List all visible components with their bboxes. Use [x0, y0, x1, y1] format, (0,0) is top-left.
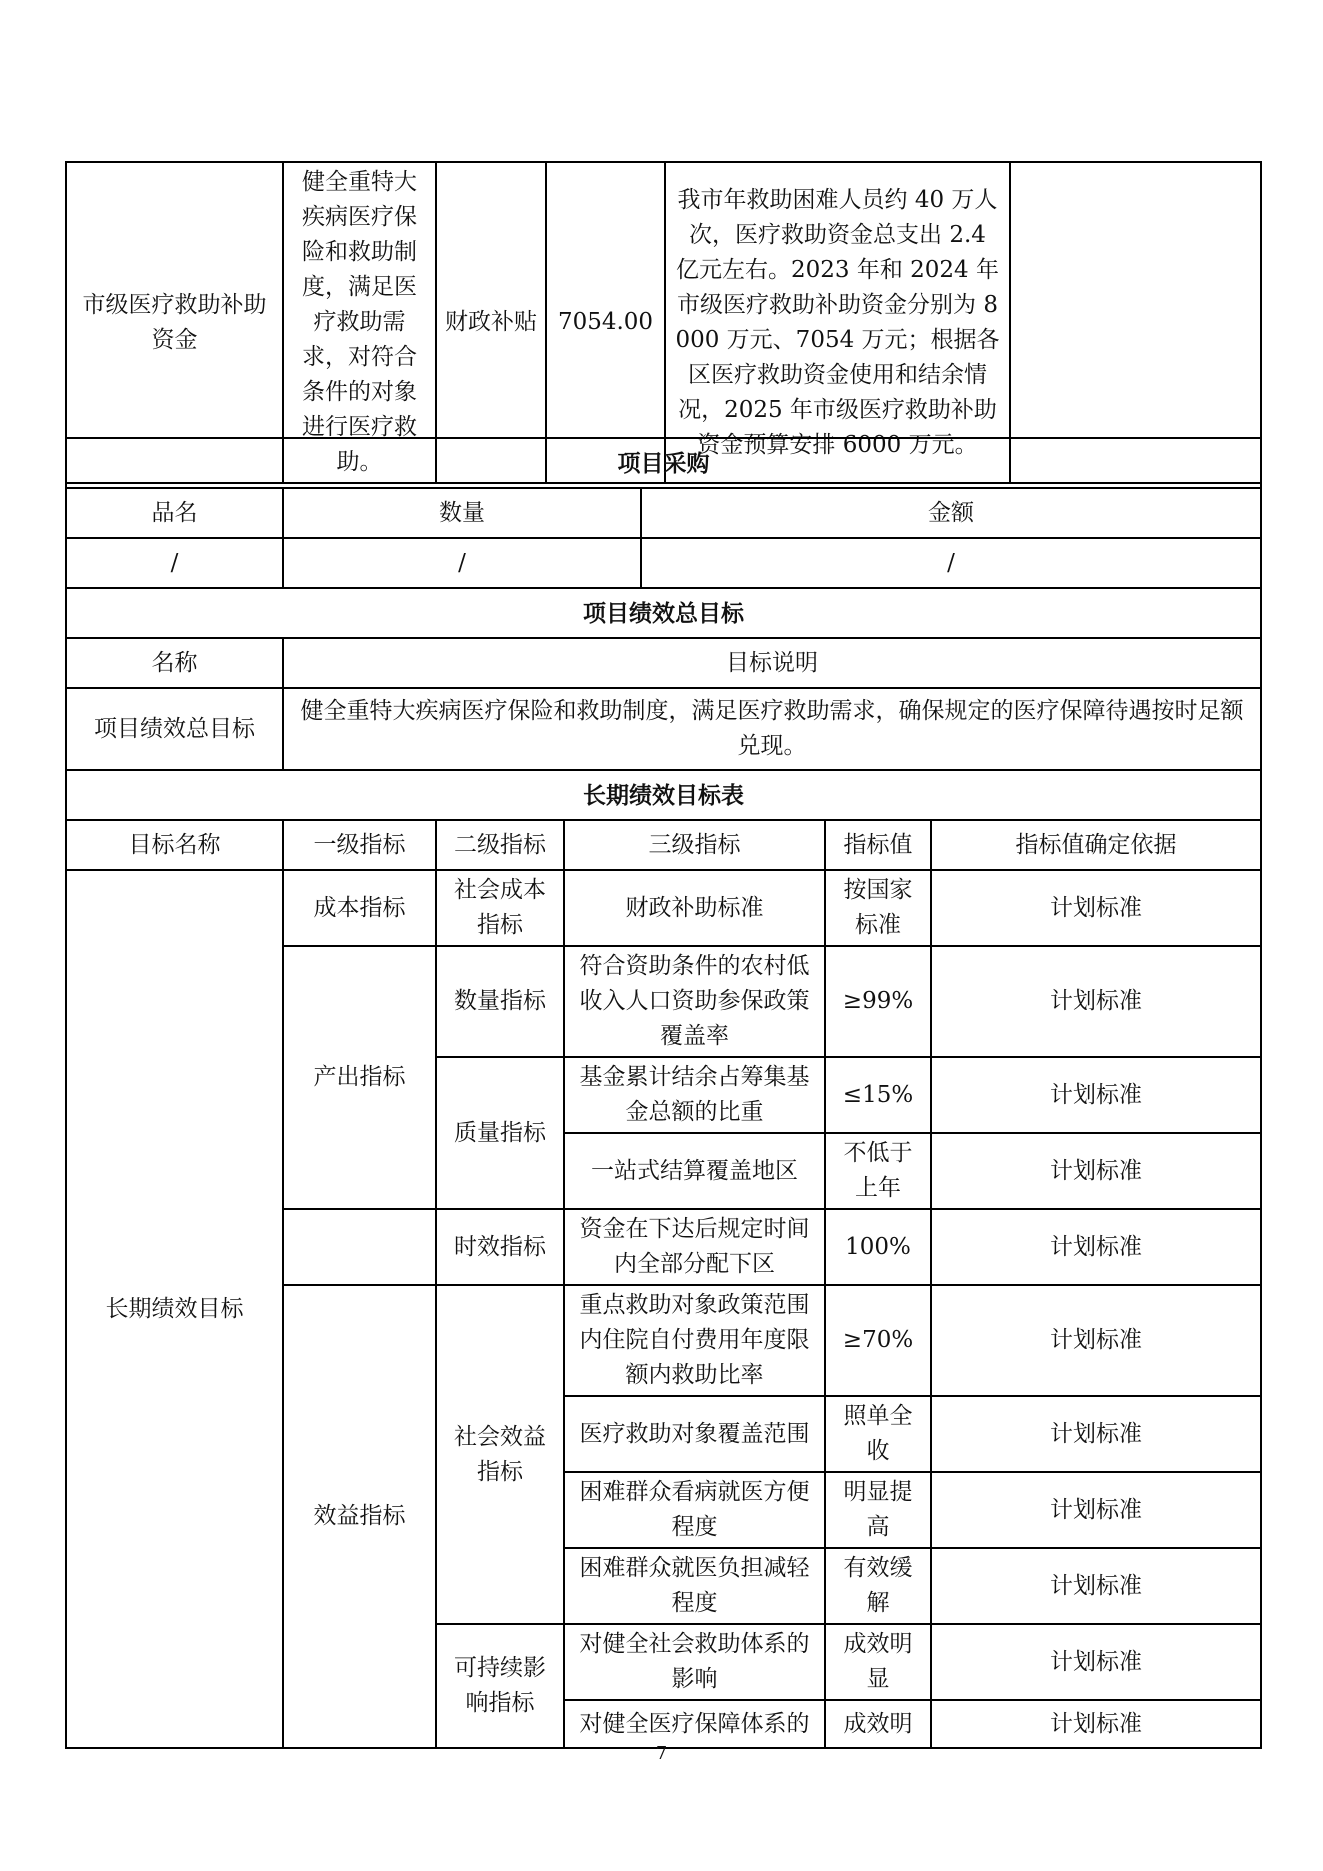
lt-value: ≥99% — [825, 946, 931, 1057]
lt-header-goal: 目标名称 — [66, 820, 283, 870]
lt-level1-benefit: 效益指标 — [283, 1285, 436, 1748]
lt-level1-cost: 成本指标 — [283, 870, 436, 946]
procurement-header-item: 品名 — [66, 488, 283, 538]
lt-level3: 对健全社会救助体系的影响 — [564, 1624, 825, 1700]
lt-level3: 基金累计结余占筹集基金总额的比重 — [564, 1057, 825, 1133]
page-number: 7 — [655, 1743, 668, 1764]
overall-header-name: 名称 — [66, 638, 283, 688]
procurement-title: 项目采购 — [66, 438, 1261, 488]
overall-goal-title: 项目绩效总目标 — [66, 588, 1261, 638]
fund-table — [65, 161, 1262, 484]
procurement-cell-item: / — [66, 538, 283, 588]
lt-level2-sustainable: 可持续影响指标 — [436, 1624, 564, 1748]
fund-note — [1010, 162, 1261, 483]
lt-value: ≤15% — [825, 1057, 931, 1133]
lt-level3: 资金在下达后规定时间内全部分配下区 — [564, 1209, 825, 1285]
lt-level3: 困难群众就医负担减轻程度 — [564, 1548, 825, 1624]
lt-basis: 计划标准 — [931, 1285, 1261, 1396]
lt-level3: 一站式结算覆盖地区 — [564, 1133, 825, 1209]
lt-value: 按国家标准 — [825, 870, 931, 946]
lt-basis: 计划标准 — [931, 1548, 1261, 1624]
lt-level3: 医疗救助对象覆盖范围 — [564, 1396, 825, 1472]
procurement-cell-quantity: / — [283, 538, 641, 588]
lt-basis: 计划标准 — [931, 1700, 1261, 1748]
lt-value: ≥70% — [825, 1285, 931, 1396]
lt-header-level3: 三级指标 — [564, 820, 825, 870]
lt-basis: 计划标准 — [931, 870, 1261, 946]
lt-header-level2: 二级指标 — [436, 820, 564, 870]
lt-level3: 对健全医疗保障体系的 — [564, 1700, 825, 1748]
long-term-title: 长期绩效目标表 — [66, 770, 1261, 820]
overall-goal-text: 健全重特大疾病医疗保险和救助制度，满足医疗救助需求，确保规定的医疗保障待遇按时足额兑现。 — [283, 688, 1261, 770]
lt-level3: 困难群众看病就医方便程度 — [564, 1472, 825, 1548]
overall-goal-table — [65, 587, 1262, 771]
lt-basis: 计划标准 — [931, 1396, 1261, 1472]
fund-type: 财政补贴 — [436, 162, 546, 483]
fund-goal: 健全重特大疾病医疗保险和救助制度，满足医疗救助需求，对符合条件的对象进行医疗救助。 — [283, 162, 436, 483]
fund-name: 市级医疗救助补助资金 — [66, 162, 283, 483]
lt-value: 成效明显 — [825, 1624, 931, 1700]
lt-basis: 计划标准 — [931, 1057, 1261, 1133]
overall-header-desc: 目标说明 — [283, 638, 1261, 688]
procurement-table — [65, 437, 1262, 589]
lt-level2-quantity: 数量指标 — [436, 946, 564, 1057]
lt-level1-output: 产出指标 — [283, 946, 436, 1209]
lt-level3: 财政补助标准 — [564, 870, 825, 946]
lt-header-value: 指标值 — [825, 820, 931, 870]
lt-level2-social-cost: 社会成本指标 — [436, 870, 564, 946]
fund-amount: 7054.00 — [546, 162, 665, 483]
lt-value: 100% — [825, 1209, 931, 1285]
lt-basis: 计划标准 — [931, 1133, 1261, 1209]
lt-value: 有效缓解 — [825, 1548, 931, 1624]
lt-goal-name: 长期绩效目标 — [66, 870, 283, 1748]
lt-value: 成效明 — [825, 1700, 931, 1748]
lt-basis: 计划标准 — [931, 946, 1261, 1057]
lt-level3: 重点救助对象政策范围内住院自付费用年度限额内救助比率 — [564, 1285, 825, 1396]
lt-basis: 计划标准 — [931, 1472, 1261, 1548]
lt-value: 明显提高 — [825, 1472, 931, 1548]
lt-basis: 计划标准 — [931, 1209, 1261, 1285]
procurement-header-amount: 金额 — [641, 488, 1261, 538]
lt-value: 不低于上年 — [825, 1133, 931, 1209]
lt-level1-empty — [283, 1209, 436, 1285]
lt-basis: 计划标准 — [931, 1624, 1261, 1700]
long-term-table — [65, 769, 1262, 1749]
procurement-cell-amount: / — [641, 538, 1261, 588]
lt-level3: 符合资助条件的农村低收入人口资助参保政策覆盖率 — [564, 946, 825, 1057]
lt-header-basis: 指标值确定依据 — [931, 820, 1261, 870]
lt-level2-timeliness: 时效指标 — [436, 1209, 564, 1285]
lt-level2-quality: 质量指标 — [436, 1057, 564, 1209]
overall-goal-label: 项目绩效总目标 — [66, 688, 283, 770]
lt-value: 照单全收 — [825, 1396, 931, 1472]
lt-level2-social-benefit: 社会效益指标 — [436, 1285, 564, 1624]
procurement-header-quantity: 数量 — [283, 488, 641, 538]
fund-basis: 我市年救助困难人员约 40 万人次，医疗救助资金总支出 2.4 亿元左右。2023 年和 2024 年市级医疗救助补助资金分别为 8000 万元、7054 万元；根据各区医疗救助资金使用和结余情况，2025 年市级医疗救助补助资金预算安排 6000 万元。 — [665, 162, 1010, 483]
lt-header-level1: 一级指标 — [283, 820, 436, 870]
